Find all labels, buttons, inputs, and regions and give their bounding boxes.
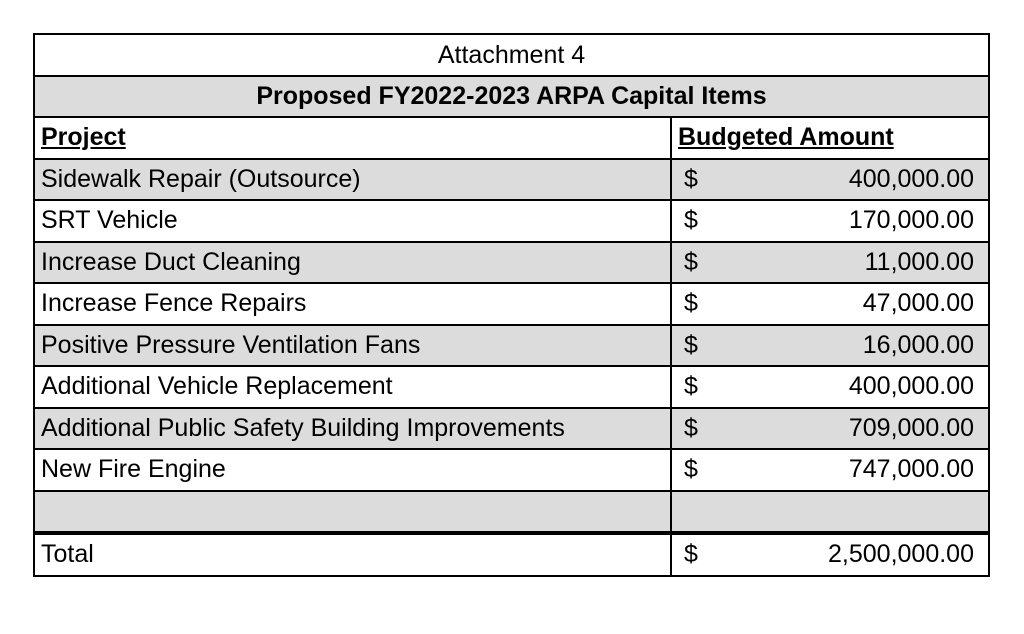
currency-symbol: $ — [684, 164, 698, 193]
table-row — [35, 326, 988, 368]
table-title-row — [35, 77, 988, 118]
table-row — [35, 367, 988, 409]
table-row — [35, 201, 988, 243]
empty-project-cell — [35, 492, 672, 532]
empty-amount-cell — [672, 492, 988, 532]
project-cell: Sidewalk Repair (Outsource) — [35, 160, 672, 200]
table-row — [35, 160, 988, 202]
total-amount-value: 2,500,000.00 — [828, 540, 974, 569]
table-row — [35, 243, 988, 285]
project-cell: Additional Public Safety Building Improvements — [35, 409, 672, 449]
project-cell: New Fire Engine — [35, 450, 672, 490]
attachment-title: Attachment 4 — [437, 40, 586, 69]
amount-value: 709,000.00 — [848, 413, 974, 442]
empty-row — [35, 492, 988, 534]
table-row — [35, 450, 988, 492]
amount-cell — [672, 450, 988, 490]
currency-symbol: $ — [684, 330, 698, 359]
amount-value: 16,000.00 — [862, 330, 974, 359]
currency-symbol: $ — [684, 455, 698, 484]
currency-symbol: $ — [684, 247, 698, 276]
currency-symbol: $ — [684, 289, 698, 318]
header-amount: Budgeted Amount — [678, 123, 894, 152]
project-cell: Additional Vehicle Replacement — [35, 367, 672, 407]
currency-symbol: $ — [684, 372, 698, 401]
currency-symbol: $ — [684, 206, 698, 235]
amount-cell — [672, 243, 988, 283]
amount-cell — [672, 326, 988, 366]
table-title: Proposed FY2022-2023 ARPA Capital Items — [256, 82, 767, 110]
attachment-title-row — [35, 35, 988, 77]
amount-value: 11,000.00 — [864, 247, 974, 276]
amount-cell — [672, 284, 988, 324]
amount-value: 170,000.00 — [848, 206, 974, 235]
project-cell: Increase Duct Cleaning — [35, 243, 672, 283]
amount-value: 747,000.00 — [848, 455, 974, 484]
amount-value: 400,000.00 — [848, 164, 974, 193]
project-cell: SRT Vehicle — [35, 201, 672, 241]
header-row — [35, 118, 988, 160]
table-row — [35, 409, 988, 451]
amount-value: 400,000.00 — [848, 372, 974, 401]
total-label: Total — [35, 535, 672, 575]
currency-symbol: $ — [684, 413, 698, 442]
header-cell-project — [35, 118, 672, 158]
project-cell: Positive Pressure Ventilation Fans — [35, 326, 672, 366]
project-cell: Increase Fence Repairs — [35, 284, 672, 324]
header-cell-amount — [672, 118, 988, 158]
currency-symbol: $ — [684, 540, 698, 569]
header-project: Project — [41, 123, 126, 152]
amount-value: 47,000.00 — [862, 289, 974, 318]
table-row — [35, 284, 988, 326]
capital-items-table — [33, 33, 990, 577]
amount-cell — [672, 201, 988, 241]
amount-cell — [672, 160, 988, 200]
amount-cell — [672, 409, 988, 449]
total-row — [35, 533, 988, 575]
amount-cell — [672, 367, 988, 407]
total-amount-cell — [672, 535, 988, 575]
